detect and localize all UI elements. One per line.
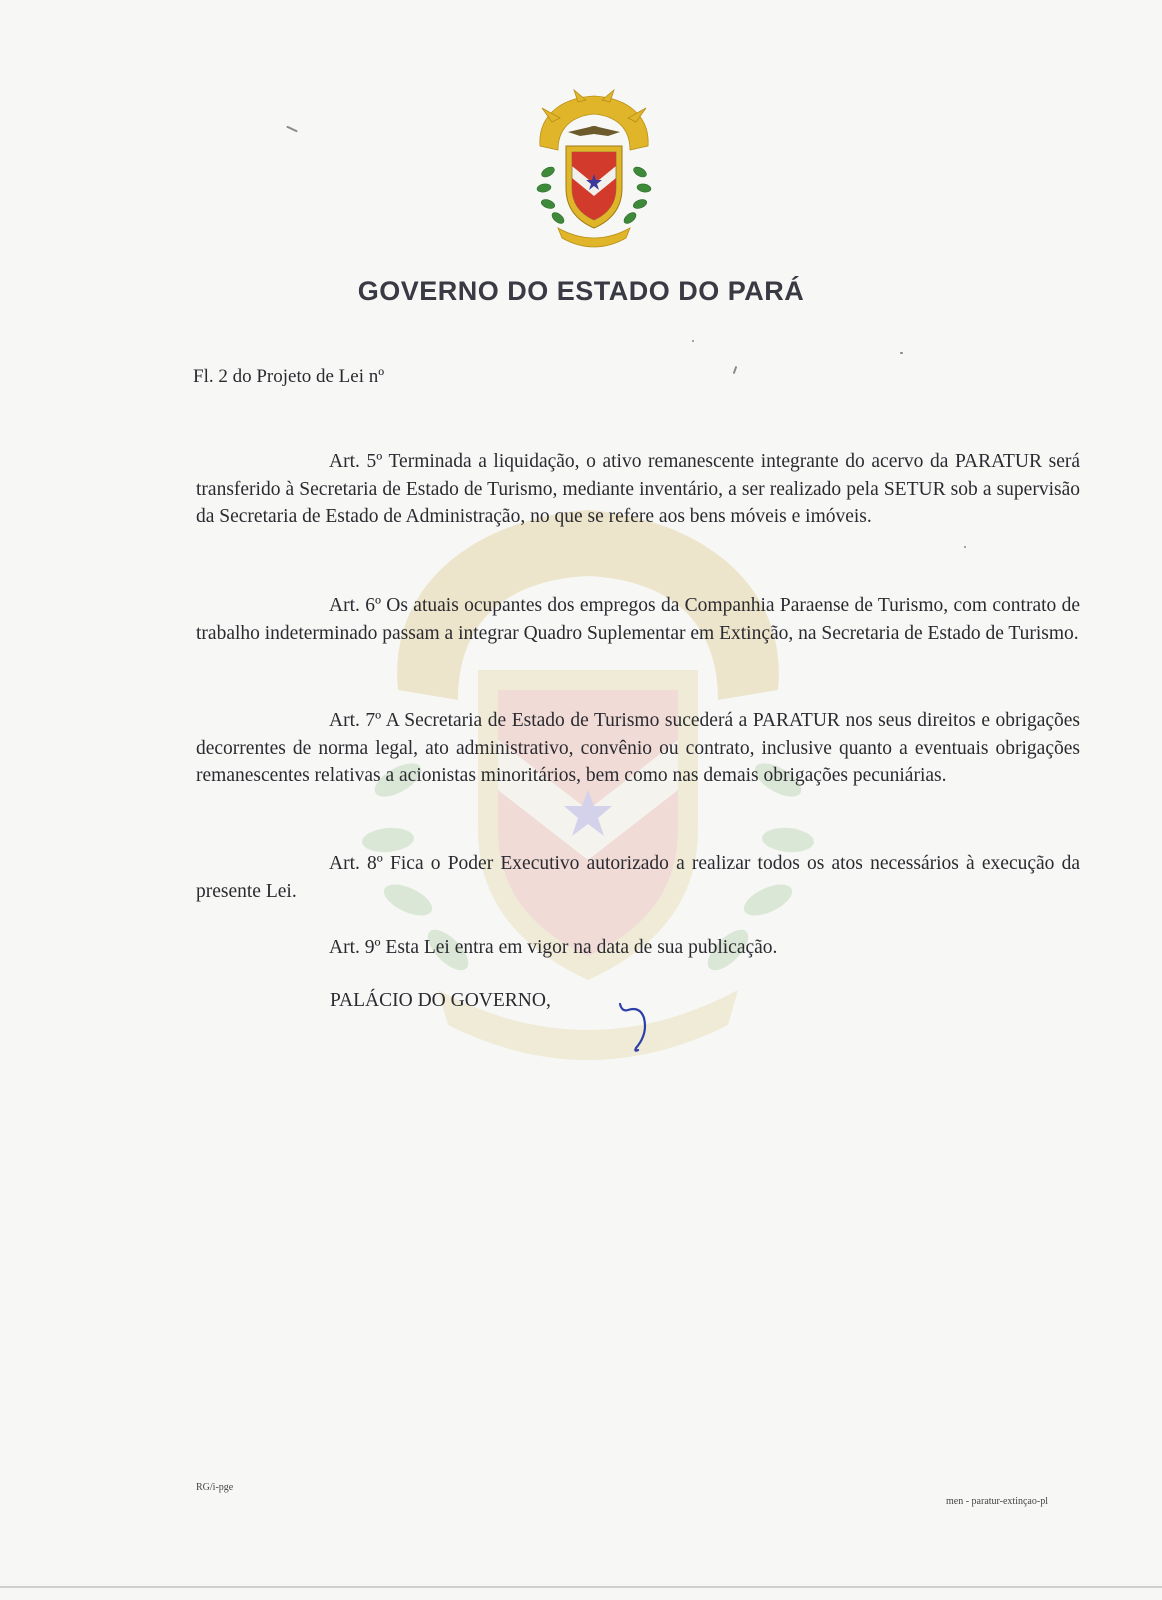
page-folio: Fl. 2 do Projeto de Lei nº xyxy=(193,366,385,387)
scan-speck xyxy=(964,546,966,548)
article-9: Art. 9º Esta Lei entra em vigor na data de sua publicação. xyxy=(329,937,778,958)
scan-speck xyxy=(286,126,298,133)
closing-line: PALÁCIO DO GOVERNO, xyxy=(330,990,551,1011)
footer-reference-left: RG/i-pge xyxy=(196,1482,234,1493)
handwritten-initial-signature xyxy=(614,994,654,1058)
government-header-title: GOVERNO DO ESTADO DO PARÁ xyxy=(357,276,805,306)
scan-speck xyxy=(733,366,738,374)
coat-of-arms-emblem xyxy=(528,88,660,256)
page-edge-line xyxy=(0,1586,1162,1588)
footer-reference-right: men - paratur-extinçao-pl xyxy=(946,1496,1048,1507)
article-7: Art. 7º A Secretaria de Estado de Turismo sucederá a PARATUR nos seus direitos e obrigações decorrentes de norma legal, ato administrativo, convênio ou contrato, inclusive quanto a eventuais obrigações remanescentes relativas a acionistas minoritários, bem como nas demais obrigações pecuniárias. xyxy=(196,710,1080,786)
scan-speck xyxy=(900,352,903,354)
article-8: Art. 8º Fica o Poder Executivo autorizado a realizar todos os atos necessários à execução da presente Lei. xyxy=(196,853,1080,902)
article-6: Art. 6º Os atuais ocupantes dos empregos da Companhia Paraense de Turismo, com contrato de trabalho indeterminado passam a integrar Quadro Suplementar em Extinção, na Secretaria de Estado de Turismo. xyxy=(196,595,1080,644)
scan-speck xyxy=(692,340,694,342)
article-5: Art. 5º Terminada a liquidação, o ativo remanescente integrante do acervo da PARATUR será transferido à Secretaria de Estado de Turismo, mediante inventário, a ser realizado pela SETUR sob a supervisão da Secretaria de Estado de Administração, no que se refere aos bens móveis e imóveis. xyxy=(196,451,1080,527)
